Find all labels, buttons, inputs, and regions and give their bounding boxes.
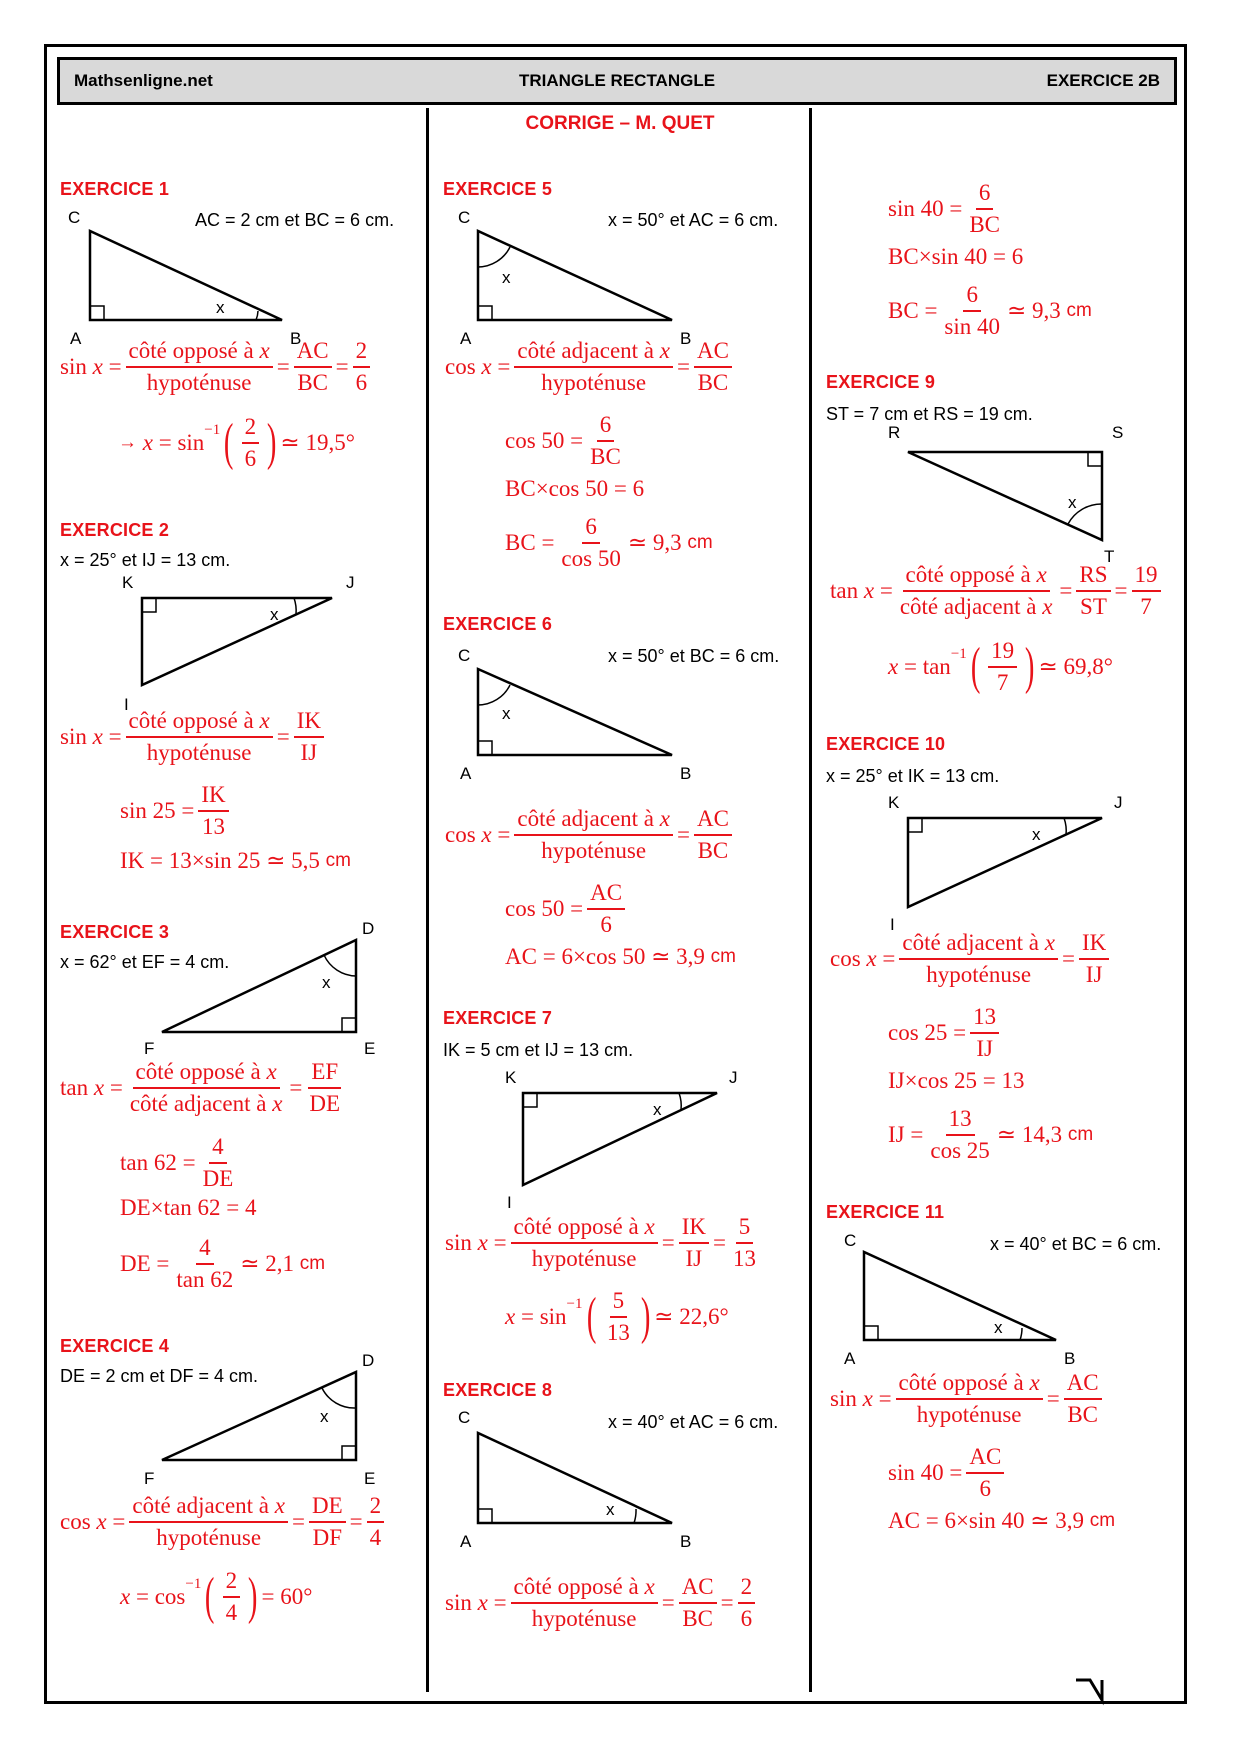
ex2-step: sin 25 = $\frac{IK}{13}$: [120, 780, 233, 842]
triangle-2: [110, 570, 370, 715]
ex3-step1: tan 62 = $\frac{4}{DE}$: [120, 1134, 234, 1191]
svg-text:B: B: [1064, 1349, 1076, 1368]
ex8-result: BC = $\frac{6}{\sin 40}$ ≃ 9,3 cm: [888, 282, 1092, 339]
ex6-formula: cos x = $\frac{\text{côté adjacent à x}}{\text{hypoténuse}}$ = $\frac{AC}{BC}$: [445, 804, 736, 866]
ex9-formula: tan x = $\frac{\text{côté opposé à x}}{\text{côté adjacent à x}}$ = $\frac{RS}{ST}$ = $\frac{19}{7}$: [830, 560, 1165, 622]
svg-text:C: C: [458, 1408, 471, 1427]
svg-text:D: D: [362, 1351, 375, 1370]
svg-text:C: C: [844, 1231, 857, 1250]
exercise-6-data: x = 50° et BC = 6 cm.: [608, 646, 780, 666]
svg-text:I: I: [890, 915, 895, 934]
ex10-step1: cos 25 = $\frac{13}{IJ}$: [888, 1002, 1003, 1064]
svg-text:B: B: [680, 329, 692, 348]
svg-text:B: B: [680, 1532, 692, 1551]
svg-text:C: C: [458, 208, 471, 227]
ex5-step2: BC × cos 50 = 6: [505, 476, 645, 501]
svg-text:K: K: [122, 573, 134, 592]
exercise-7-data: IK = 5 cm et IJ = 13 cm.: [443, 1040, 634, 1060]
svg-text:E: E: [364, 1039, 376, 1058]
svg-text:A: A: [70, 329, 82, 348]
svg-text:x: x: [994, 1318, 1003, 1337]
column-divider: [809, 108, 812, 1692]
ex7-formula: sin x = $\frac{\text{côté opposé à x}}{\text{hypoténuse}}$ = $\frac{IK}{IJ}$ = $\frac{5}{13}$: [445, 1214, 756, 1271]
exercise-3-title: EXERCICE 3: [60, 922, 170, 942]
ex5-step1: cos 50 = $\frac{6}{BC}$: [505, 412, 621, 469]
ex10-formula: cos x = $\frac{\text{côté adjacent à x}}{\text{hypoténuse}}$ = $\frac{IK}{IJ}$: [830, 928, 1113, 990]
svg-text:D: D: [362, 919, 375, 938]
ex11-result: AC = 6 × sin 40 ≃ 3,9 cm: [888, 1508, 1116, 1533]
ex5-formula: cos x = $\frac{\text{côté adjacent à x}}{\text{hypoténuse}}$ = $\frac{AC}{BC}$: [445, 336, 736, 398]
svg-text:T: T: [1104, 547, 1115, 566]
exercise-1-data: AC = 2 cm et BC = 6 cm.: [195, 210, 395, 230]
column-divider: [426, 108, 429, 1692]
svg-text:J: J: [729, 1068, 738, 1087]
svg-text:A: A: [460, 1532, 472, 1551]
exercise-9-title: EXERCICE 9: [826, 372, 936, 392]
svg-text:F: F: [144, 1039, 155, 1058]
ex1-formula: sin x = $\frac{\text{côté opposé à x}}{\text{hypoténuse}}$ = $\frac{AC}{BC}$ = $\frac{2}{6}$: [60, 336, 374, 398]
svg-text:R: R: [888, 423, 901, 442]
svg-text:B: B: [680, 764, 692, 783]
ex4-result: x = cos −1 ( $\frac{2}{4}$ ) = 60 °: [120, 1567, 313, 1625]
page-title: TRIANGLE RECTANGLE: [518, 71, 716, 90]
ex8-step1: sin 40 = $\frac{6}{BC}$: [888, 180, 1001, 237]
exercise-8-title: EXERCICE 8: [443, 1380, 553, 1400]
ex3-step2: DE × tan 62 = 4: [120, 1195, 257, 1220]
ex10-step2: IJ × cos 25 = 13: [888, 1068, 1025, 1093]
svg-text:J: J: [346, 573, 355, 592]
triangle-8: [450, 1405, 710, 1550]
corner-mark: [1074, 1676, 1114, 1706]
ex4-formula: cos x = $\frac{\text{côté adjacent à x}}{\text{hypoténuse}}$ = $\frac{DE}{DF}$ = $\frac{2}{4}$: [60, 1491, 388, 1553]
exercise-5-data: x = 50° et AC = 6 cm.: [608, 210, 779, 230]
triangle-4: [140, 1350, 390, 1495]
corrige-title: CORRIGE – M. QUET: [525, 113, 715, 134]
svg-text:x: x: [606, 1500, 615, 1519]
triangle-1: [60, 205, 320, 350]
svg-text:x: x: [322, 973, 331, 992]
svg-text:x: x: [653, 1100, 662, 1119]
triangle-6: [450, 643, 710, 788]
exercise-code: EXERCICE 2B: [1046, 71, 1160, 90]
svg-text:x: x: [1068, 493, 1077, 512]
ex11-formula: sin x = $\frac{\text{côté opposé à x}}{\text{hypoténuse}}$ = $\frac{AC}{BC}$: [830, 1368, 1106, 1430]
exercise-8-data: x = 40° et AC = 6 cm.: [608, 1412, 779, 1432]
exercise-10-title: EXERCICE 10: [826, 734, 946, 754]
ex2-result: IK = 13 × sin 25 ≃ 5,5 cm: [120, 848, 351, 873]
ex6-step1: cos 50 = $\frac{AC}{6}$: [505, 878, 629, 940]
exercise-7-title: EXERCICE 7: [443, 1008, 553, 1028]
svg-text:A: A: [460, 764, 472, 783]
svg-text:x: x: [1032, 825, 1041, 844]
svg-text:x: x: [216, 298, 225, 317]
ex6-result: AC = 6 × cos 50 ≃ 3,9 cm: [505, 944, 736, 969]
ex11-step1: sin 40 = $\frac{AC}{6}$: [888, 1442, 1008, 1504]
svg-text:I: I: [124, 695, 129, 714]
svg-text:S: S: [1112, 423, 1124, 442]
ex8-step2: BC × sin 40 = 6: [888, 244, 1024, 269]
svg-text:K: K: [888, 793, 900, 812]
ex5-result: BC = $\frac{6}{\cos 50}$ ≃ 9,3 cm: [505, 514, 713, 571]
svg-text:K: K: [505, 1068, 517, 1087]
exercise-5-title: EXERCICE 5: [443, 179, 553, 199]
triangle-7: [495, 1065, 755, 1210]
exercise-9-data: ST = 7 cm et RS = 19 cm.: [826, 404, 1033, 424]
ex1-result: → x = sin −1 ( $\frac{2}{6}$ ) ≃ 19,5 °: [118, 413, 355, 471]
svg-text:x: x: [320, 1407, 329, 1426]
triangle-11: [838, 1228, 1088, 1373]
ex3-result: DE = $\frac{4}{\tan 62}$ ≃ 2,1 cm: [120, 1235, 326, 1292]
svg-text:x: x: [502, 268, 511, 287]
exercise-2-title: EXERCICE 2: [60, 520, 170, 540]
exercise-2-data: x = 25° et IJ = 13 cm.: [60, 550, 231, 570]
triangle-10: [880, 790, 1140, 940]
exercise-11-title: EXERCICE 11: [826, 1202, 945, 1222]
svg-text:J: J: [1114, 793, 1123, 812]
exercise-10-data: x = 25° et IK = 13 cm.: [826, 766, 1000, 786]
triangle-5: [450, 205, 710, 350]
ex7-result: x = sin −1 ( $\frac{5}{13}$ ) ≃ 22,6 °: [505, 1287, 729, 1345]
exercise-4-data: DE = 2 cm et DF = 4 cm.: [60, 1366, 259, 1386]
svg-text:x: x: [270, 605, 279, 624]
ex2-formula: sin x = $\frac{\text{côté opposé à x}}{\text{hypoténuse}}$ = $\frac{IK}{IJ}$: [60, 706, 328, 768]
svg-text:A: A: [844, 1349, 856, 1368]
exercise-1-title: EXERCICE 1: [60, 179, 170, 199]
triangle-9: [880, 420, 1140, 570]
exercise-6-title: EXERCICE 6: [443, 614, 553, 634]
svg-text:I: I: [507, 1193, 512, 1212]
ex3-formula: tan x = $\frac{\text{côté opposé à x}}{\text{côté adjacent à x}}$ = $\frac{EF}{DE}$: [60, 1059, 341, 1116]
svg-text:F: F: [144, 1469, 155, 1488]
exercise-3-data: x = 62° et EF = 4 cm.: [60, 952, 230, 972]
ex9-result: x = tan −1 ( $\frac{19}{7}$ ) ≃ 69,8 °: [888, 637, 1113, 695]
svg-text:x: x: [502, 704, 511, 723]
svg-text:C: C: [68, 208, 81, 227]
svg-text:E: E: [364, 1469, 376, 1488]
svg-text:A: A: [460, 329, 472, 348]
site-name: Mathsenligne.net: [74, 71, 213, 90]
ex8-formula: sin x = $\frac{\text{côté opposé à x}}{\text{hypoténuse}}$ = $\frac{AC}{BC}$ = $\frac{2}{6}$: [445, 1572, 759, 1634]
exercise-11-data: x = 40° et BC = 6 cm.: [990, 1234, 1162, 1254]
svg-text:B: B: [290, 329, 302, 348]
svg-text:C: C: [458, 646, 471, 665]
triangle-3: [140, 920, 390, 1060]
exercise-4-title: EXERCICE 4: [60, 1336, 170, 1356]
header-bar: [57, 57, 1177, 105]
ex10-result: IJ = $\frac{13}{\cos 25}$ ≃ 14,3 cm: [888, 1106, 1094, 1163]
